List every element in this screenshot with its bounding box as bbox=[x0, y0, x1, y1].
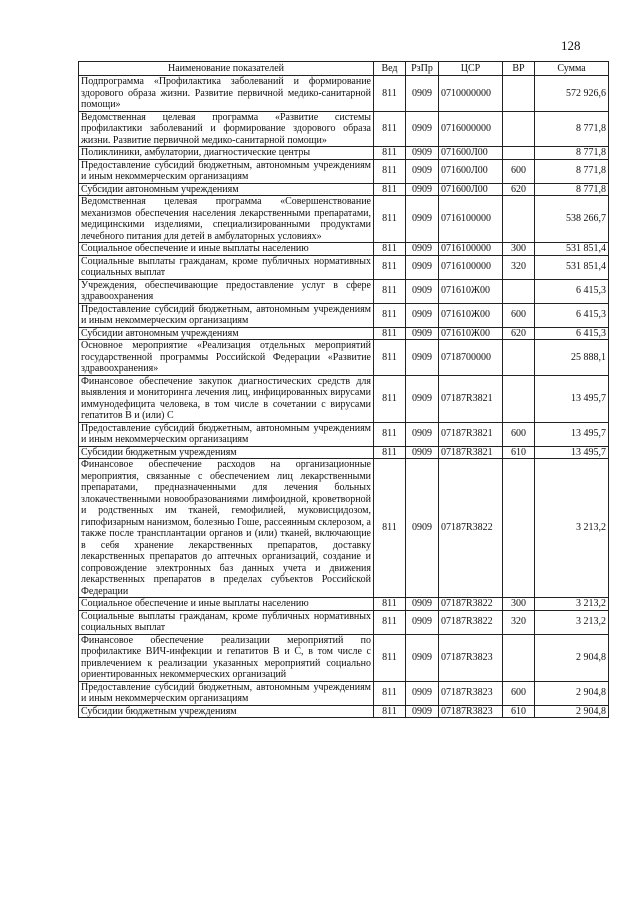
cell-rzpr: 0909 bbox=[406, 147, 439, 160]
cell-rzpr: 0909 bbox=[406, 255, 439, 279]
cell-vr: 610 bbox=[503, 705, 535, 718]
cell-rzpr: 0909 bbox=[406, 422, 439, 446]
cell-sum: 8 771,8 bbox=[535, 159, 609, 183]
cell-name: Субсидии бюджетным учреждениям bbox=[79, 446, 374, 459]
cell-rzpr: 0909 bbox=[406, 446, 439, 459]
cell-csr: 071610Ж00 bbox=[439, 279, 503, 303]
cell-sum: 13 495,7 bbox=[535, 422, 609, 446]
cell-csr: 071600Л00 bbox=[439, 147, 503, 160]
cell-name: Финансовое обеспечение расходов на организационные мероприятия, связанные с обеспечением лиц лекарственными препаратами, предназначенными для лечения больных злокачественными новообразованиями лимфоидной, кроветворной и родственных им тканей, гемофилией, муковисцидозом, гипофизарным нанизмом, болезнью Гоше, рассеянным склерозом, а также после трансплантации органов и (или) тканей, включающие в себя хранение лекарственных препаратов, доставку лекарственных препаратов до аптечных организаций, создание и сопровождение электронных баз данных учета и движения лекарственных препаратов в пределах субъектов Российской Федерации bbox=[79, 459, 374, 598]
table-row bbox=[79, 183, 609, 196]
cell-csr: 07187R3823 bbox=[439, 634, 503, 681]
cell-sum: 6 415,3 bbox=[535, 327, 609, 340]
table-row bbox=[79, 422, 609, 446]
cell-vr bbox=[503, 459, 535, 598]
cell-name: Ведомственная целевая программа «Развитие системы профилактики заболеваний и формирование здорового образа жизни. Развитие первичной медико-санитарной помощи» bbox=[79, 111, 374, 147]
table-row bbox=[79, 340, 609, 376]
cell-rzpr: 0909 bbox=[406, 327, 439, 340]
table-row bbox=[79, 446, 609, 459]
cell-name: Ведомственная целевая программа «Совершенствование механизмов обеспечения населения лекарственными препаратами, медицинскими изделиями, специализированными продуктами лечебного питания для детей в амбулаторных условиях» bbox=[79, 196, 374, 243]
cell-csr: 07187R3822 bbox=[439, 610, 503, 634]
cell-ved: 811 bbox=[374, 610, 406, 634]
table-row bbox=[79, 255, 609, 279]
cell-ved: 811 bbox=[374, 340, 406, 376]
cell-csr: 07187R3823 bbox=[439, 681, 503, 705]
table-row bbox=[79, 76, 609, 112]
table-row bbox=[79, 598, 609, 611]
cell-sum: 2 904,8 bbox=[535, 705, 609, 718]
table-row bbox=[79, 681, 609, 705]
cell-vr bbox=[503, 147, 535, 160]
table-row bbox=[79, 705, 609, 718]
page-number: 128 bbox=[561, 38, 581, 53]
cell-rzpr: 0909 bbox=[406, 183, 439, 196]
cell-csr: 071610Ж00 bbox=[439, 303, 503, 327]
cell-vr: 620 bbox=[503, 327, 535, 340]
cell-name: Социальное обеспечение и иные выплаты населению bbox=[79, 243, 374, 256]
cell-sum: 6 415,3 bbox=[535, 303, 609, 327]
cell-name: Финансовое обеспечение реализации мероприятий по профилактике ВИЧ-инфекции и гепатитов В и С, в том числе с привлечением к реализации указанных мероприятий социально ориентированных некоммерческих организаций bbox=[79, 634, 374, 681]
cell-sum: 3 213,2 bbox=[535, 459, 609, 598]
cell-ved: 811 bbox=[374, 446, 406, 459]
cell-csr: 07187R3821 bbox=[439, 422, 503, 446]
table-row bbox=[79, 111, 609, 147]
cell-sum: 8 771,8 bbox=[535, 111, 609, 147]
header-rzpr: РзПр bbox=[406, 62, 439, 76]
cell-name: Субсидии автономным учреждениям bbox=[79, 183, 374, 196]
cell-rzpr: 0909 bbox=[406, 459, 439, 598]
cell-sum: 25 888,1 bbox=[535, 340, 609, 376]
budget-table bbox=[78, 61, 609, 718]
cell-sum: 6 415,3 bbox=[535, 279, 609, 303]
cell-csr: 07187R3821 bbox=[439, 446, 503, 459]
cell-rzpr: 0909 bbox=[406, 598, 439, 611]
cell-sum: 8 771,8 bbox=[535, 183, 609, 196]
cell-csr: 071600Л00 bbox=[439, 183, 503, 196]
cell-vr: 600 bbox=[503, 159, 535, 183]
cell-ved: 811 bbox=[374, 196, 406, 243]
table-row bbox=[79, 147, 609, 160]
cell-ved: 811 bbox=[374, 243, 406, 256]
cell-vr: 620 bbox=[503, 183, 535, 196]
cell-csr: 07187R3821 bbox=[439, 375, 503, 422]
cell-vr: 300 bbox=[503, 243, 535, 256]
cell-csr: 071610Ж00 bbox=[439, 327, 503, 340]
cell-rzpr: 0909 bbox=[406, 634, 439, 681]
cell-csr: 07187R3823 bbox=[439, 705, 503, 718]
cell-sum: 3 213,2 bbox=[535, 598, 609, 611]
cell-sum: 2 904,8 bbox=[535, 681, 609, 705]
cell-ved: 811 bbox=[374, 459, 406, 598]
cell-sum: 538 266,7 bbox=[535, 196, 609, 243]
cell-rzpr: 0909 bbox=[406, 111, 439, 147]
cell-csr: 07187R3822 bbox=[439, 598, 503, 611]
cell-csr: 0716100000 bbox=[439, 243, 503, 256]
cell-ved: 811 bbox=[374, 681, 406, 705]
cell-vr: 610 bbox=[503, 446, 535, 459]
cell-name: Основное мероприятие «Реализация отдельных мероприятий государственной программы Российской Федерации «Развитие здравоохранения» bbox=[79, 340, 374, 376]
cell-ved: 811 bbox=[374, 634, 406, 681]
table-row bbox=[79, 634, 609, 681]
table-row bbox=[79, 279, 609, 303]
cell-vr bbox=[503, 340, 535, 376]
cell-ved: 811 bbox=[374, 598, 406, 611]
header-vr: ВР bbox=[503, 62, 535, 76]
cell-ved: 811 bbox=[374, 422, 406, 446]
cell-ved: 811 bbox=[374, 327, 406, 340]
cell-name: Субсидии автономным учреждениям bbox=[79, 327, 374, 340]
cell-vr: 600 bbox=[503, 303, 535, 327]
table-row bbox=[79, 303, 609, 327]
cell-rzpr: 0909 bbox=[406, 681, 439, 705]
header-sum: Сумма bbox=[535, 62, 609, 76]
cell-vr: 320 bbox=[503, 610, 535, 634]
cell-rzpr: 0909 bbox=[406, 243, 439, 256]
cell-vr: 600 bbox=[503, 422, 535, 446]
cell-sum: 531 851,4 bbox=[535, 255, 609, 279]
cell-ved: 811 bbox=[374, 183, 406, 196]
cell-sum: 531 851,4 bbox=[535, 243, 609, 256]
cell-name: Социальные выплаты гражданам, кроме публичных нормативных социальных выплат bbox=[79, 255, 374, 279]
cell-sum: 3 213,2 bbox=[535, 610, 609, 634]
cell-sum: 572 926,6 bbox=[535, 76, 609, 112]
cell-name: Поликлиники, амбулатории, диагностические центры bbox=[79, 147, 374, 160]
cell-name: Социальное обеспечение и иные выплаты населению bbox=[79, 598, 374, 611]
table-row bbox=[79, 196, 609, 243]
cell-vr bbox=[503, 111, 535, 147]
cell-rzpr: 0909 bbox=[406, 76, 439, 112]
cell-vr: 320 bbox=[503, 255, 535, 279]
table-row bbox=[79, 375, 609, 422]
cell-rzpr: 0909 bbox=[406, 303, 439, 327]
cell-name: Социальные выплаты гражданам, кроме публичных нормативных социальных выплат bbox=[79, 610, 374, 634]
cell-sum: 13 495,7 bbox=[535, 375, 609, 422]
cell-csr: 071600Л00 bbox=[439, 159, 503, 183]
cell-rzpr: 0909 bbox=[406, 159, 439, 183]
header-ved: Вед bbox=[374, 62, 406, 76]
cell-csr: 0716100000 bbox=[439, 255, 503, 279]
table-row bbox=[79, 243, 609, 256]
cell-csr: 07187R3822 bbox=[439, 459, 503, 598]
cell-name: Предоставление субсидий бюджетным, автономным учреждениям и иным некоммерческим организациям bbox=[79, 681, 374, 705]
table-row bbox=[79, 459, 609, 598]
cell-vr: 600 bbox=[503, 681, 535, 705]
cell-rzpr: 0909 bbox=[406, 279, 439, 303]
cell-name: Предоставление субсидий бюджетным, автономным учреждениям и иным некоммерческим организациям bbox=[79, 159, 374, 183]
cell-ved: 811 bbox=[374, 147, 406, 160]
cell-name: Предоставление субсидий бюджетным, автономным учреждениям и иным некоммерческим организациям bbox=[79, 303, 374, 327]
cell-ved: 811 bbox=[374, 255, 406, 279]
cell-csr: 0710000000 bbox=[439, 76, 503, 112]
cell-rzpr: 0909 bbox=[406, 375, 439, 422]
cell-rzpr: 0909 bbox=[406, 340, 439, 376]
cell-ved: 811 bbox=[374, 303, 406, 327]
cell-csr: 0716100000 bbox=[439, 196, 503, 243]
cell-vr bbox=[503, 375, 535, 422]
cell-sum: 8 771,8 bbox=[535, 147, 609, 160]
cell-ved: 811 bbox=[374, 111, 406, 147]
cell-rzpr: 0909 bbox=[406, 610, 439, 634]
cell-name: Финансовое обеспечение закупок диагностических средств для выявления и мониторинга лечения лиц, инфицированных вирусами иммунодефицита человека, в том числе в сочетании с вирусами гепатитов В и (или) С bbox=[79, 375, 374, 422]
header-csr: ЦСР bbox=[439, 62, 503, 76]
cell-name: Субсидии бюджетным учреждениям bbox=[79, 705, 374, 718]
table-header-row bbox=[79, 62, 609, 76]
table-row bbox=[79, 159, 609, 183]
cell-vr bbox=[503, 279, 535, 303]
cell-sum: 13 495,7 bbox=[535, 446, 609, 459]
cell-vr bbox=[503, 76, 535, 112]
cell-ved: 811 bbox=[374, 375, 406, 422]
cell-ved: 811 bbox=[374, 76, 406, 112]
cell-vr bbox=[503, 634, 535, 681]
table-row bbox=[79, 327, 609, 340]
cell-rzpr: 0909 bbox=[406, 705, 439, 718]
cell-name: Учреждения, обеспечивающие предоставление услуг в сфере здравоохранения bbox=[79, 279, 374, 303]
cell-ved: 811 bbox=[374, 159, 406, 183]
table-row bbox=[79, 610, 609, 634]
header-name: Наименование показателей bbox=[79, 62, 374, 76]
cell-vr: 300 bbox=[503, 598, 535, 611]
cell-name: Подпрограмма «Профилактика заболеваний и формирование здорового образа жизни. Развитие первичной медико-санитарной помощи» bbox=[79, 76, 374, 112]
cell-sum: 2 904,8 bbox=[535, 634, 609, 681]
cell-vr bbox=[503, 196, 535, 243]
cell-ved: 811 bbox=[374, 705, 406, 718]
cell-ved: 811 bbox=[374, 279, 406, 303]
cell-rzpr: 0909 bbox=[406, 196, 439, 243]
cell-csr: 0716000000 bbox=[439, 111, 503, 147]
cell-csr: 0718700000 bbox=[439, 340, 503, 376]
table-body bbox=[79, 76, 609, 718]
cell-name: Предоставление субсидий бюджетным, автономным учреждениям и иным некоммерческим организациям bbox=[79, 422, 374, 446]
